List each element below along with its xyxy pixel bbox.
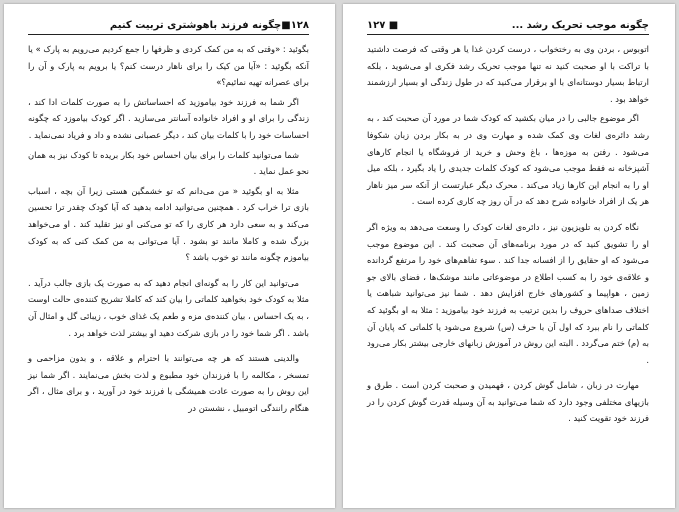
right-page [343, 4, 675, 508]
left-page-header [28, 20, 309, 35]
paragraph: بگوئید : «وقتی که به من کمک کردی و ظرفها را جمع کردیم می‌رویم به پارک » یا آنکه بگوئید : «آیا من کیک را برای ناهار درست کنم؟ یا برویم به پارک و آن را برای عصرانه تهیه نمائیم؟» [28, 44, 309, 88]
paragraph: شما می‌توانید کلمات را برای بیان احساس خود بکار بریده تا کودک نیز به همان نحو عمل نماید . [28, 149, 309, 177]
paragraph: نگاه کردن به تلویزیون نیز ، دائره‌ی لغات کودک را وسعت می‌دهد به ویژه اگر او را تشویق کنید که در مورد برنامه‌های آن صحبت کند . این موضوع موجب می‌شود که او حقایق را از افسانه جدا کند . سوء تفاهم‌های خود را مرتفع گردانده و علاقه‌ی خود را به کسب اطلاع در موضوعاتی مانند موشک‌ها ، فضای بالای جو زمین ، هواپیما و کشورهای خارج افزایش دهد . شما نیز می‌توانید شباهت یا اختلاف صداهای حروف را بدین ترتیب به فرزند خود بیاموزید : مثلا به او بگوئید که کلماتی را نام ببرد که اول آن با حرف (س) شروع می‌شود یا کلماتی که پایان آن به (م) ختم می‌گردد . البته این روش در آموزش زبانهای خارجی بیشتر بکار می‌رود . [367, 221, 649, 365]
left-page-body [28, 41, 309, 416]
left-page-number: ۱۲۸ [290, 20, 309, 31]
left-page [4, 4, 335, 508]
paragraph: اتوبوس ، بردن وی به رختخواب ، درست کردن غذا یا هر وقتی که فرصت داشتید با تراکت با او صحبت کنید نه تنها موجب تحریک رشد فکری او می‌شوید ، بلکه ارتباط بسیار دوستانه‌ای با او برقرار می‌کنید که در طول زندگی او بسیار ارزشمند خواهد بود . [367, 44, 649, 104]
paragraph: والدینی هستند که هر چه می‌توانند با احترام و علاقه ، و بدون مزاحمی و تمسخر ، مکالمه را با فرزندان خود مطبوع و لذت بخش می‌نمایند . اگر شما نیز این روش را به صورت عادت همیشگی با فرزند خود در آورید ، و برای مثال ، اگر هنگام رانندگی اتومبیل ، نشستن در [28, 353, 309, 413]
paragraph: اگر موضوع جالبی را در میان بکشید که کودک شما در مورد آن صحبت کند ، به رشد دائره‌ی لغات وی کمک شده و مهارت وی در به بکار بردن زبان شکوفا می‌شود . رفتن به موزه‌ها ، باغ وحش و خرید از فروشگاه یا انجام کارهای آشپزخانه نه فقط موجب می‌شود که کودک کلمات جدیدی را یاد بگیرد ، بلکه میل او را به انجام این کارها زیاد می‌کند . محرک دیگر عبارتست از آنکه سر میز ناهار هر یک از افراد خانواده شرح دهد که در آن روز چه کاری کرده است . [367, 113, 649, 207]
right-page-body [367, 41, 649, 427]
paragraph: مهارت در زبان ، شامل گوش کردن ، فهمیدن و صحبت کردن است . طرق و بازیهای مختلفی وجود دارد که شما می‌توانید به آن وسیله قدرت گوش کردن را در فرزند خود تقویت کنید . [367, 380, 649, 424]
right-page-number-wrap: ■ ۱۲۷ [367, 20, 399, 31]
left-page-header-title: ۱۲۸■چگونه فرزند باهوشتری تربیت کنیم [109, 20, 309, 31]
right-page-header-title: چگونه موجب تحریک رشد ... [511, 20, 649, 31]
paragraph: مثلا به او بگوئید « من می‌دانم که تو خشمگین هستی زیرا آن بچه ، اسباب بازی ترا خراب کرد . همچنین می‌توانید ادامه بدهید که آیا کودک چقدر ترا تحسین می‌کند و به سعی دارد هر کاری را که تو می‌کنی او نیز تقلید کند . او می‌خواهد بزرگ شده و کاملا مانند تو بشود . آیا می‌توانی به من کمک کنی که به کودک بیاموزم چگونه مانند تو خوب باشد ؟ [28, 185, 309, 263]
paragraph: اگر شما به فرزند خود بیاموزید که احساساتش را به صورت کلمات ادا کند ، زندگی را برای او و افراد خانواده آسانتر می‌سازید . اگر کودک بیاموزد که چگونه احساسات خود را با کلمات بیان کند ، دیگر عصبانی نشده و داد و فریاد نمی‌نماید . [28, 96, 309, 140]
right-page-number: ۱۲۷ [367, 20, 386, 31]
paragraph: می‌توانید این کار را به گونه‌ای انجام دهید که به صورت یک بازی جالب درآید . مثلا به کودک خود بخواهید کلماتی را بیان کند که کاملا تشریح کننده‌ی حالت اوست ، به یک احساس ، بیان کننده‌ی مزه و طعم یک غذای خوب ، زیبائی گل و امثال آن باشد . اگر شما خود را در بازی شرکت دهید او بیشتر لذت خواهد برد . [28, 277, 309, 338]
right-page-header [367, 20, 649, 35]
